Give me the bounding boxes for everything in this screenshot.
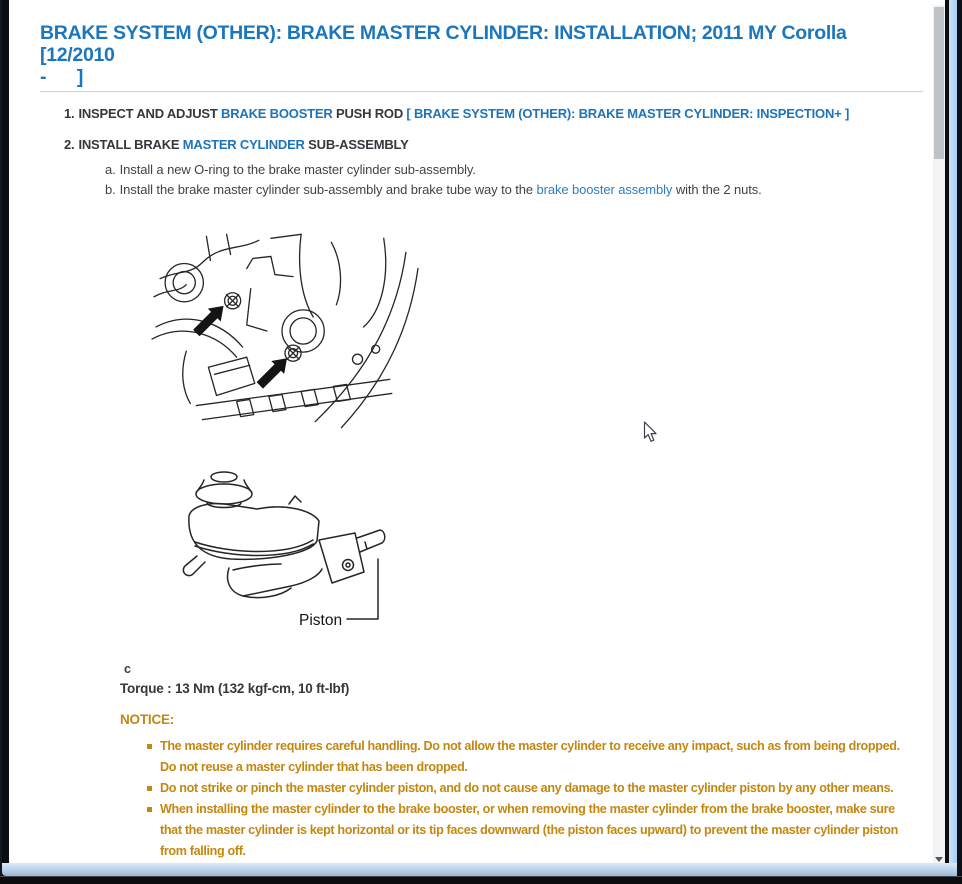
- scrollbar[interactable]: [933, 5, 945, 866]
- mouse-cursor-icon: [643, 421, 657, 443]
- page-title: [40, 22, 925, 88]
- figure-engine-bay-diagram: [150, 230, 422, 432]
- pointer-arrow-icon: [193, 306, 223, 336]
- substep-a: [105, 160, 925, 180]
- page-title-line2: - ]: [40, 66, 84, 88]
- notice-item: When installing the master cylinder to the brake booster, or when removing the master cylinder from the brake booster, make sure that the master cylinder is kept horizontal or its tip faces downward (the piston faces upward) to prevent the master cylinder piston from falling off.: [146, 799, 908, 862]
- inspection-reference-link[interactable]: [ BRAKE SYSTEM (OTHER): BRAKE MASTER CYLINDER: INSPECTION+ ]: [406, 106, 850, 121]
- substep-b-letter: b.: [105, 182, 116, 197]
- torque-spec: Torque : 13 Nm (132 kgf-cm, 10 ft-lbf): [120, 681, 350, 696]
- procedure-steps: [40, 106, 945, 200]
- scrollbar-thumb[interactable]: [934, 7, 944, 159]
- step-1: [64, 106, 925, 121]
- step-2-number: 2.: [64, 137, 75, 152]
- window-border-right: [949, 0, 957, 879]
- substep-b-text2: with the 2 nuts.: [672, 182, 762, 197]
- piston-label: Piston: [299, 612, 343, 629]
- step-2-text: INSTALL BRAKE: [78, 137, 183, 152]
- notice-item: The master cylinder requires careful handling. Do not allow the master cylinder to receive any impact, such as from being dropped. Do not reuse a master cylinder that has been dropped.: [146, 736, 908, 778]
- window-edge-bottom: [0, 876, 962, 884]
- substep-a-text: Install a new O-ring to the brake master cylinder sub-assembly.: [119, 162, 476, 177]
- page-title-line1: BRAKE SYSTEM (OTHER): BRAKE MASTER CYLINDER: INSTALLATION; 2011 MY Corolla [12/2010: [40, 22, 847, 66]
- step-2: [64, 137, 925, 200]
- pointer-arrow-icon: [257, 358, 287, 388]
- master-cylinder-link[interactable]: MASTER CYLINDER: [182, 137, 305, 152]
- step-1-text2: PUSH ROD: [332, 106, 407, 121]
- substep-a-letter: a.: [105, 162, 116, 177]
- step-2-text2: SUB-ASSEMBLY: [304, 137, 409, 152]
- document-page: [9, 0, 945, 868]
- notice-heading: NOTICE:: [120, 712, 175, 727]
- notice-item: Do not strike or pinch the master cylinder piston, and do not cause any damage to the master cylinder piston by any other means.: [146, 778, 908, 799]
- window-edge-right: [957, 0, 962, 884]
- scroll-down-icon: [935, 857, 943, 862]
- notice-list: [146, 736, 908, 883]
- window-border-bottom: [2, 863, 957, 876]
- step-1-text: INSPECT AND ADJUST: [78, 106, 222, 121]
- substep-b: [105, 180, 925, 200]
- piston-part: [357, 530, 385, 552]
- brake-booster-assembly-link[interactable]: brake booster assembly: [536, 182, 673, 197]
- window-border-left: [0, 0, 9, 884]
- title-divider: [40, 91, 923, 92]
- torque-marker: c: [124, 662, 131, 676]
- mounting-nut-upper: [225, 293, 241, 309]
- step-1-number: 1.: [64, 106, 75, 121]
- figure-master-cylinder-diagram: [168, 462, 402, 634]
- step-2-substeps: [105, 160, 925, 200]
- brake-booster-link[interactable]: BRAKE BOOSTER: [221, 106, 333, 121]
- mounting-nut-lower: [285, 345, 301, 361]
- substep-b-text: Install the brake master cylinder sub-assembly and brake tube way to the: [119, 182, 537, 197]
